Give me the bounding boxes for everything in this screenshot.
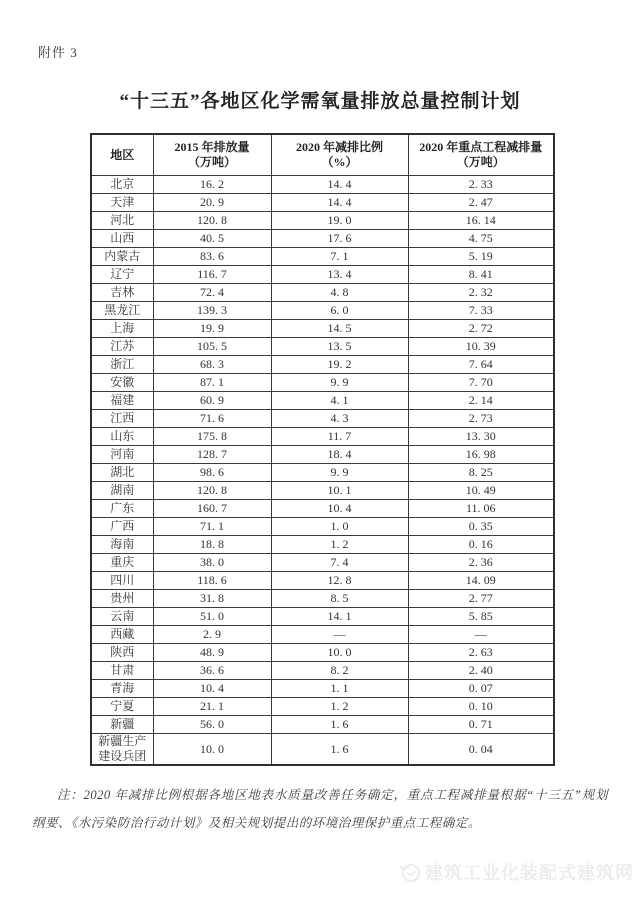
header-2015-emission: 2015 年排放量 （万吨） [153, 134, 271, 176]
value-cell: 0. 71 [408, 716, 554, 734]
table-row [91, 194, 554, 212]
value-cell: 56. 0 [153, 716, 271, 734]
value-cell: 2. 14 [408, 392, 554, 410]
table-row [91, 410, 554, 428]
table-row [91, 392, 554, 410]
table-row [91, 644, 554, 662]
footnote: 注：2020 年减排比例根据各地区地表水质量改善任务确定，重点工程减排量根据“十三五”规划纲要、《水污染防治行动计划》及相关规划提出的环境治理保护重点工程确定。 [32, 788, 608, 830]
value-cell: 0. 16 [408, 536, 554, 554]
region-cell: 福建 [91, 392, 153, 410]
value-cell: 38. 0 [153, 554, 271, 572]
region-cell: 宁夏 [91, 698, 153, 716]
region-cell: 辽宁 [91, 266, 153, 284]
value-cell: 16. 14 [408, 212, 554, 230]
table-row [91, 248, 554, 266]
value-cell: 5. 19 [408, 248, 554, 266]
value-cell: 11. 06 [408, 500, 554, 518]
value-cell: 20. 9 [153, 194, 271, 212]
value-cell: 71. 6 [153, 410, 271, 428]
region-cell: 江苏 [91, 338, 153, 356]
value-cell: 4. 75 [408, 230, 554, 248]
table-row [91, 716, 554, 734]
value-cell: 18. 8 [153, 536, 271, 554]
value-cell: — [271, 626, 408, 644]
region-cell: 上海 [91, 320, 153, 338]
watermark-text: 建筑工业化装配式建筑网 [425, 863, 634, 883]
value-cell: 0. 35 [408, 518, 554, 536]
value-cell: 10. 4 [153, 680, 271, 698]
region-cell: 河南 [91, 446, 153, 464]
value-cell: 128. 7 [153, 446, 271, 464]
value-cell: 7. 4 [271, 554, 408, 572]
value-cell: 2. 47 [408, 194, 554, 212]
region-cell: 河北 [91, 212, 153, 230]
value-cell: 2. 33 [408, 176, 554, 194]
table-row [91, 338, 554, 356]
value-cell: 13. 30 [408, 428, 554, 446]
value-cell: 68. 3 [153, 356, 271, 374]
value-cell: 160. 7 [153, 500, 271, 518]
table-row [91, 428, 554, 446]
region-cell: 四川 [91, 572, 153, 590]
value-cell: 120. 8 [153, 212, 271, 230]
region-cell: 海南 [91, 536, 153, 554]
table-row [91, 734, 554, 766]
attachment-label: 附件 3 [38, 45, 78, 60]
value-cell: 118. 6 [153, 572, 271, 590]
region-cell: 湖南 [91, 482, 153, 500]
value-cell: 1. 1 [271, 680, 408, 698]
value-cell: 4. 1 [271, 392, 408, 410]
table-row [91, 698, 554, 716]
region-cell: 江西 [91, 410, 153, 428]
value-cell: 175. 8 [153, 428, 271, 446]
table-row [91, 662, 554, 680]
value-cell: 5. 85 [408, 608, 554, 626]
region-cell: 山西 [91, 230, 153, 248]
table-row [91, 356, 554, 374]
value-cell: 2. 77 [408, 590, 554, 608]
value-cell: 8. 41 [408, 266, 554, 284]
table-row [91, 626, 554, 644]
value-cell: 72. 4 [153, 284, 271, 302]
value-cell: 40. 5 [153, 230, 271, 248]
header-2020-reduction-ratio: 2020 年减排比例 （%） [271, 134, 408, 176]
watermark-logo-icon [398, 860, 422, 884]
value-cell: 16. 2 [153, 176, 271, 194]
value-cell: 4. 8 [271, 284, 408, 302]
value-cell: 13. 4 [271, 266, 408, 284]
value-cell: 19. 9 [153, 320, 271, 338]
value-cell: 2. 63 [408, 644, 554, 662]
value-cell: 8. 2 [271, 662, 408, 680]
value-cell: 2. 73 [408, 410, 554, 428]
table-row [91, 482, 554, 500]
table-row [91, 176, 554, 194]
region-cell: 陕西 [91, 644, 153, 662]
region-cell: 内蒙古 [91, 248, 153, 266]
table-row [91, 518, 554, 536]
region-cell: 安徽 [91, 374, 153, 392]
region-cell: 天津 [91, 194, 153, 212]
value-cell: 0. 10 [408, 698, 554, 716]
watermark [398, 859, 634, 885]
region-cell: 广西 [91, 518, 153, 536]
value-cell: 1. 2 [271, 698, 408, 716]
region-cell: 浙江 [91, 356, 153, 374]
region-cell: 北京 [91, 176, 153, 194]
value-cell: 10. 0 [271, 644, 408, 662]
value-cell: 10. 4 [271, 500, 408, 518]
value-cell: 0. 04 [408, 734, 554, 766]
table-row [91, 266, 554, 284]
value-cell: 16. 98 [408, 446, 554, 464]
table-row [91, 464, 554, 482]
table-row [91, 554, 554, 572]
region-cell: 吉林 [91, 284, 153, 302]
region-cell: 黑龙江 [91, 302, 153, 320]
table-body [91, 176, 554, 766]
value-cell: 2. 72 [408, 320, 554, 338]
value-cell: 10. 49 [408, 482, 554, 500]
value-cell: 14. 4 [271, 194, 408, 212]
value-cell: 48. 9 [153, 644, 271, 662]
table-row [91, 212, 554, 230]
value-cell: 116. 7 [153, 266, 271, 284]
value-cell: 14. 4 [271, 176, 408, 194]
region-cell: 广东 [91, 500, 153, 518]
value-cell: 105. 5 [153, 338, 271, 356]
value-cell: 14. 1 [271, 608, 408, 626]
value-cell: 10. 39 [408, 338, 554, 356]
value-cell: 2. 32 [408, 284, 554, 302]
table-row [91, 446, 554, 464]
region-cell: 山东 [91, 428, 153, 446]
value-cell: 13. 5 [271, 338, 408, 356]
table-row [91, 608, 554, 626]
table-row [91, 320, 554, 338]
value-cell: — [408, 626, 554, 644]
value-cell: 2. 36 [408, 554, 554, 572]
value-cell: 14. 5 [271, 320, 408, 338]
value-cell: 19. 0 [271, 212, 408, 230]
region-cell: 新疆 [91, 716, 153, 734]
header-region: 地区 [91, 134, 153, 176]
table-header [91, 134, 554, 176]
table-row [91, 284, 554, 302]
value-cell: 36. 6 [153, 662, 271, 680]
page-title: “十三五”各地区化学需氧量排放总量控制计划 [119, 91, 521, 112]
table-row [91, 572, 554, 590]
value-cell: 9. 9 [271, 374, 408, 392]
value-cell: 6. 0 [271, 302, 408, 320]
table-row [91, 680, 554, 698]
region-cell: 云南 [91, 608, 153, 626]
value-cell: 14. 09 [408, 572, 554, 590]
value-cell: 17. 6 [271, 230, 408, 248]
value-cell: 87. 1 [153, 374, 271, 392]
header-2020-key-project-reduction: 2020 年重点工程减排量 （万吨） [408, 134, 554, 176]
region-cell: 甘肃 [91, 662, 153, 680]
value-cell: 7. 64 [408, 356, 554, 374]
region-cell: 重庆 [91, 554, 153, 572]
value-cell: 83. 6 [153, 248, 271, 266]
emission-control-table [90, 133, 555, 766]
table-row [91, 590, 554, 608]
value-cell: 7. 33 [408, 302, 554, 320]
value-cell: 71. 1 [153, 518, 271, 536]
value-cell: 2. 40 [408, 662, 554, 680]
value-cell: 10. 0 [153, 734, 271, 766]
value-cell: 1. 0 [271, 518, 408, 536]
value-cell: 21. 1 [153, 698, 271, 716]
value-cell: 60. 9 [153, 392, 271, 410]
table-row [91, 536, 554, 554]
value-cell: 31. 8 [153, 590, 271, 608]
table-row [91, 302, 554, 320]
value-cell: 7. 70 [408, 374, 554, 392]
value-cell: 12. 8 [271, 572, 408, 590]
value-cell: 4. 3 [271, 410, 408, 428]
value-cell: 8. 5 [271, 590, 408, 608]
region-cell: 西藏 [91, 626, 153, 644]
value-cell: 7. 1 [271, 248, 408, 266]
region-cell: 新疆生产建设兵团 [91, 734, 153, 766]
table-row [91, 500, 554, 518]
region-cell: 贵州 [91, 590, 153, 608]
value-cell: 1. 2 [271, 536, 408, 554]
value-cell: 19. 2 [271, 356, 408, 374]
value-cell: 18. 4 [271, 446, 408, 464]
value-cell: 98. 6 [153, 464, 271, 482]
value-cell: 9. 9 [271, 464, 408, 482]
region-cell: 青海 [91, 680, 153, 698]
value-cell: 2. 9 [153, 626, 271, 644]
value-cell: 120. 8 [153, 482, 271, 500]
value-cell: 1. 6 [271, 716, 408, 734]
value-cell: 1. 6 [271, 734, 408, 766]
value-cell: 8. 25 [408, 464, 554, 482]
value-cell: 0. 07 [408, 680, 554, 698]
value-cell: 10. 1 [271, 482, 408, 500]
value-cell: 51. 0 [153, 608, 271, 626]
table-row [91, 374, 554, 392]
table-row [91, 230, 554, 248]
value-cell: 11. 7 [271, 428, 408, 446]
value-cell: 139. 3 [153, 302, 271, 320]
region-cell: 湖北 [91, 464, 153, 482]
